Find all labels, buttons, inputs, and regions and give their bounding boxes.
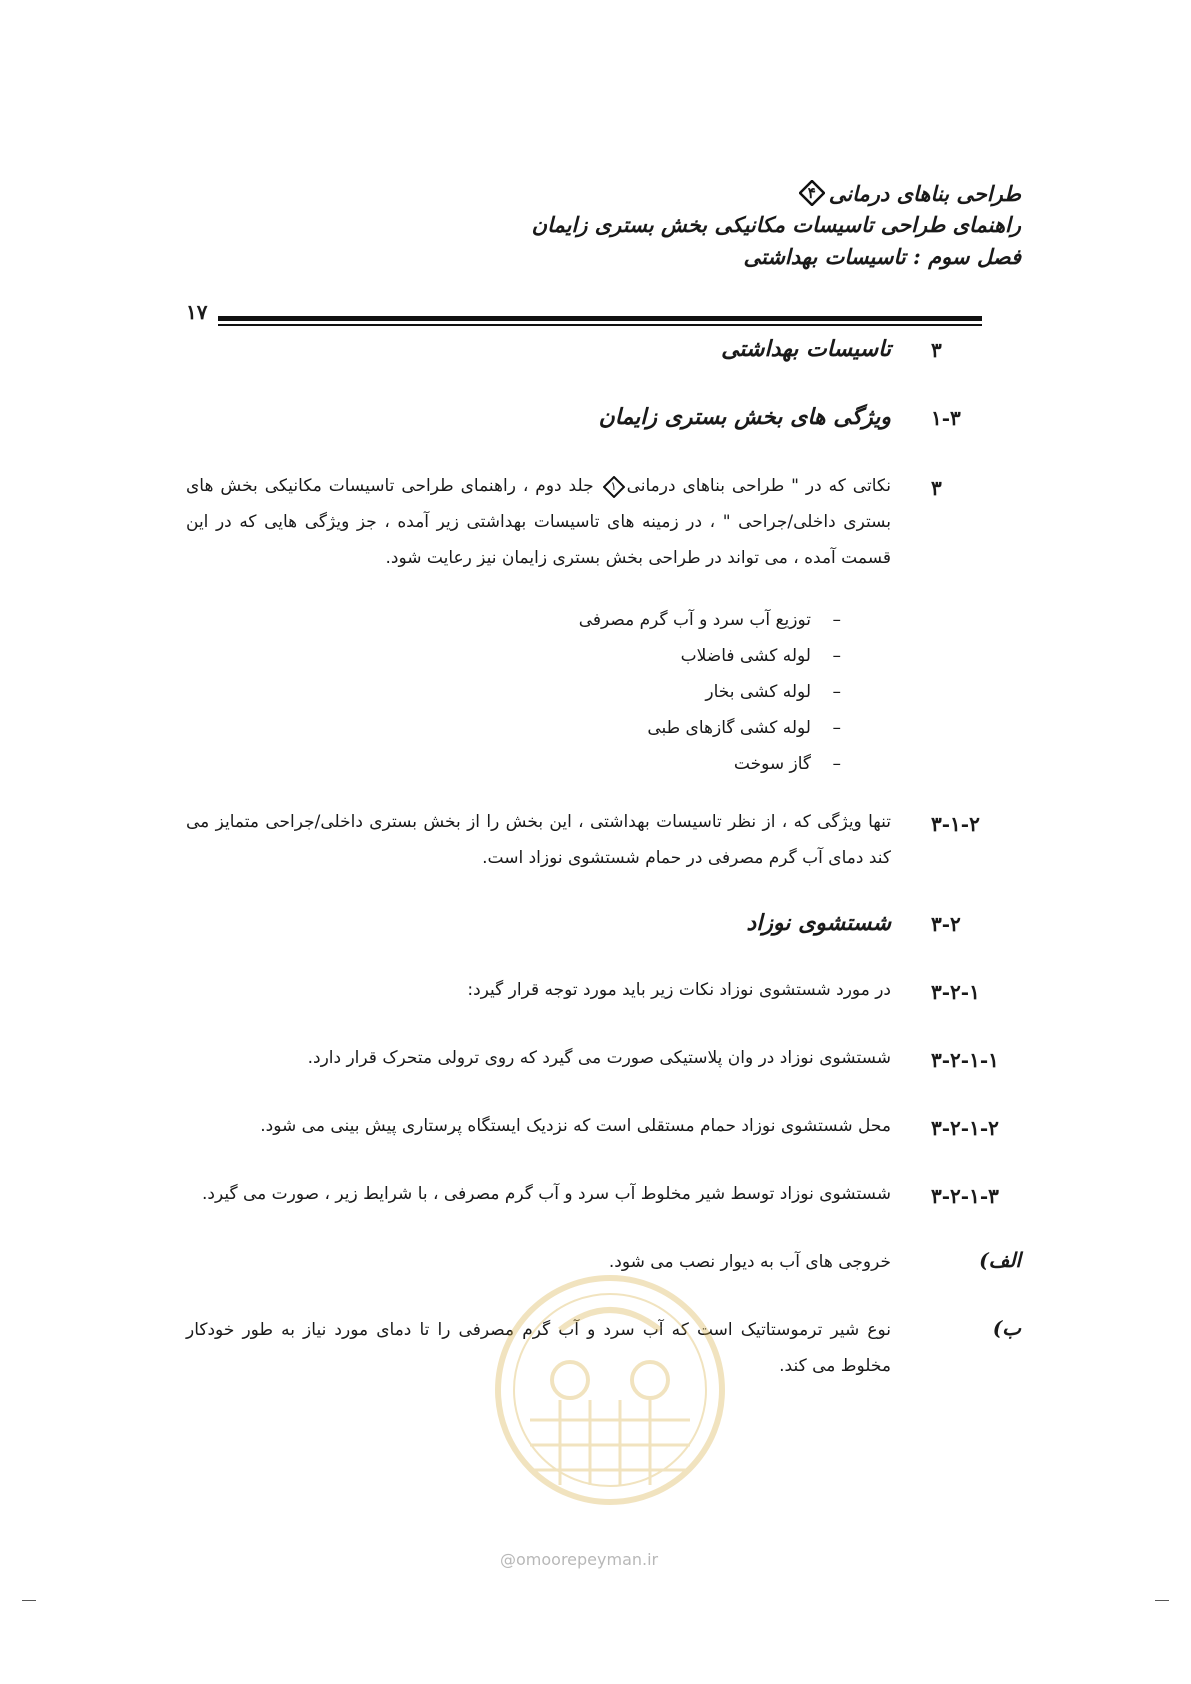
paragraph-text: محل شستشوی نوزاد حمام مستقلی است که نزدیک ایستگاه پرستاری پیش بینی می شود. (260, 1116, 891, 1136)
bullet-list (579, 602, 841, 782)
section-title: تاسیسات بهداشتی (721, 336, 891, 362)
edge-mark (22, 1600, 36, 1601)
list-item: – لوله کشی بخار (705, 682, 841, 702)
page-number: ۱۷ (186, 300, 208, 324)
paragraph-number: ۳-۲-۱-۳ (931, 1184, 999, 1208)
paragraph-number: ۳ (931, 476, 942, 500)
paragraph-number: ۳-۱-۲ (931, 812, 980, 836)
paragraph-text: در مورد شستشوی نوزاد نکات زیر باید مورد توجه قرار گیرد: (467, 980, 891, 1000)
header-rule (218, 316, 982, 326)
list-item: – لوله کشی گازهای طبی (647, 718, 841, 738)
paragraph-number: ۳-۲-۱ (931, 980, 980, 1004)
watermark-text: @omoorepeyman.ir (500, 1550, 659, 1569)
edge-mark (1155, 1600, 1169, 1601)
chapter-title: فصل سوم : تاسیسات بهداشتی (743, 244, 1021, 269)
paragraph-text: تنها ویژگی که ، از نظر تاسیسات بهداشتی ، این بخش را از بخش بستری داخلی/جراحی متمایز می کند دمای آب گرم مصرفی در حمام شستشوی نوزاد است. (186, 812, 891, 868)
paragraph-text: نوع شیر ترموستاتیک است که آب سرد و آب گرم مصرفی را تا دمای مورد نیاز به طور خودکار مخلوط می کند. (186, 1320, 891, 1376)
paragraph-number: ۳-۲-۱-۱ (931, 1048, 999, 1072)
section-number: ۳-۲ (931, 912, 961, 936)
series-number-diamond-icon (799, 180, 825, 206)
list-item: – لوله کشی فاضلاب (680, 646, 841, 666)
list-item: – گاز سوخت (733, 754, 841, 774)
paragraph-number: ۳-۲-۱-۲ (931, 1116, 999, 1140)
header-series-line (795, 180, 1021, 206)
section-title: شستشوی نوزاد (746, 910, 891, 936)
paragraph-text: شستشوی نوزاد توسط شیر مخلوط آب سرد و آب گرم مصرفی ، با شرایط زیر ، صورت می گیرد. (201, 1184, 891, 1204)
guide-title: راهنمای طراحی تاسیسات مکانیکی بخش بستری زایمان (531, 212, 1021, 237)
paragraph-text: خروجی های آب به دیوار نصب می شود. (608, 1252, 891, 1272)
series-number: ۴ (807, 184, 816, 202)
section-title: ویژگی های بخش بستری زایمان (598, 404, 891, 430)
watermark-logo (490, 1270, 730, 1510)
paragraph-text: شستشوی نوزاد در وان پلاستیکی صورت می گیرد که روی ترولی متحرک قرار دارد. (307, 1048, 891, 1068)
list-label-alef: الف) (979, 1248, 1021, 1272)
series-title: طراحی بناهای درمانی (828, 180, 1021, 206)
paragraph-text: نکاتی که در " طراحی بناهای درمانی ۱ جلد دوم ، راهنمای طراحی تاسیسات مکانیکی بخش های بستری داخلی/جراحی " ، در زمینه های تاسیسات بهداشتی زیر آمده ، جز ویژگی هایی که در این قسمت آمده ، می تواند در طراحی بخش بستری زایمان نیز رعایت شود. (186, 476, 891, 568)
list-item: – توزیع آب سرد و آب گرم مصرفی (578, 610, 841, 630)
volume-number: ۱ (610, 479, 617, 493)
section-number: ۳ (931, 338, 942, 362)
volume-number-diamond-icon (603, 475, 625, 497)
section-number: ۱-۳ (931, 406, 961, 430)
list-label-be: ب) (992, 1316, 1021, 1340)
